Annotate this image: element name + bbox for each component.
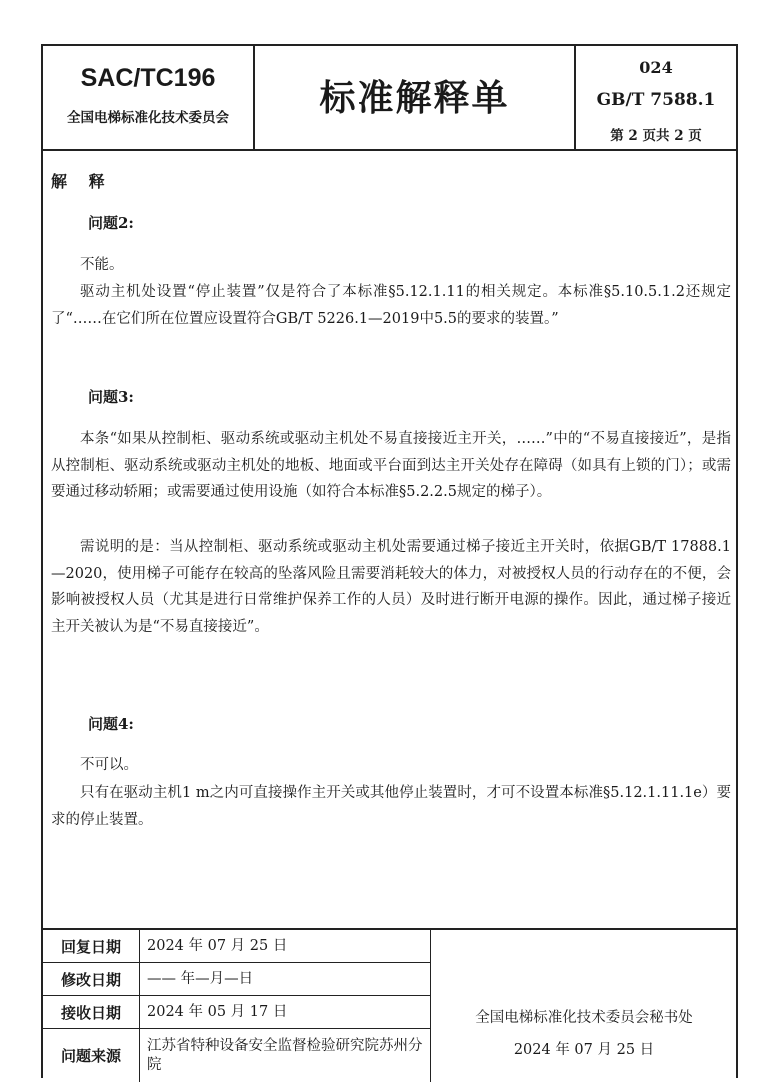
q4-paragraph: 只有在驱动主机1 m之内可直接操作主开关或其他停止装置时，才可不设置本标准§5.12.1.11.1e）要求的停止装置。 (51, 785, 731, 828)
title-cell (255, 46, 576, 149)
q2-heading: 问题2: (88, 214, 134, 232)
page-info: 第 2 页共 2 页 (610, 128, 702, 144)
q2-paragraph: 驱动主机处设置“停止装置”仅是符合了本标准§5.12.1.11的相关规定。本标准§5.10.5.1.2还规定了“……在它们所在位置应设置符合GB/T 5226.1—2019中5.5的要求的装置。” (51, 284, 731, 327)
q2-paragraph: 不能。 (80, 257, 124, 273)
source-value: 江苏省特种设备安全监督检验研究院苏州分院 (147, 1037, 423, 1073)
revision-date-label: 修改日期 (43, 963, 140, 995)
secretariat-date: 2024 年 07 月 25 日 (513, 1042, 655, 1058)
q3-paragraph: 需说明的是：当从控制柜、驱动系统或驱动主机处需要通过梯子接近主开关时，依据GB/T 17888.1—2020，使用梯子可能存在较高的坠落风险且需要消耗较大的体力，对被授权人员的行动存在的不便，会影响被授权人员（尤其是进行日常维护保养工作的人员）及时进行断开电源的操作。因此，通过梯子接近主开关被认为是“不易直接接近”。 (51, 539, 731, 635)
secretariat-cell (430, 930, 737, 1082)
receive-date-row (43, 996, 430, 1029)
doc-info-cell (576, 46, 736, 149)
sheet-footer (43, 928, 736, 1082)
reply-date-row (43, 930, 430, 963)
secretariat-name: 全国电梯标准化技术委员会秘书处 (475, 1010, 693, 1026)
sheet-header (43, 46, 736, 151)
revision-date-row (43, 963, 430, 996)
reply-date-value: 2024 年 07 月 25 日 (147, 937, 288, 954)
standard-number: GB/T 7588.1 (596, 90, 716, 110)
receive-date-value: 2024 年 05 月 17 日 (147, 1003, 288, 1020)
org-name: 全国电梯标准化技术委员会 (67, 110, 229, 126)
q4-paragraph: 不可以。 (80, 757, 138, 773)
org-code: SAC/TC196 (80, 64, 216, 92)
q3-paragraph: 本条“如果从控制柜、驱动系统或驱动主机处不易直接接近主开关，……”中的“不易直接接近”，是指从控制柜、驱动系统或驱动主机处的地板、地面或平台面到达主开关处存在障碍（如具有上锁的门）；或需要通过移动轿厢；或需要通过使用设施（如符合本标准§5.2.2.5规定的梯子）。 (51, 431, 731, 500)
org-cell (43, 46, 255, 149)
doc-title: 标准解释单 (319, 77, 510, 119)
source-label: 问题来源 (43, 1029, 140, 1082)
section-heading: 解 释 (51, 172, 113, 191)
reply-date-label: 回复日期 (43, 930, 140, 962)
interpretation-sheet (41, 44, 738, 1078)
source-row (43, 1029, 430, 1082)
revision-date-value: —— 年—月—日 (147, 970, 254, 987)
doc-number: 024 (639, 58, 673, 77)
q3-heading: 问题3: (88, 388, 134, 406)
q4-heading: 问题4: (88, 715, 134, 733)
receive-date-label: 接收日期 (43, 996, 140, 1028)
